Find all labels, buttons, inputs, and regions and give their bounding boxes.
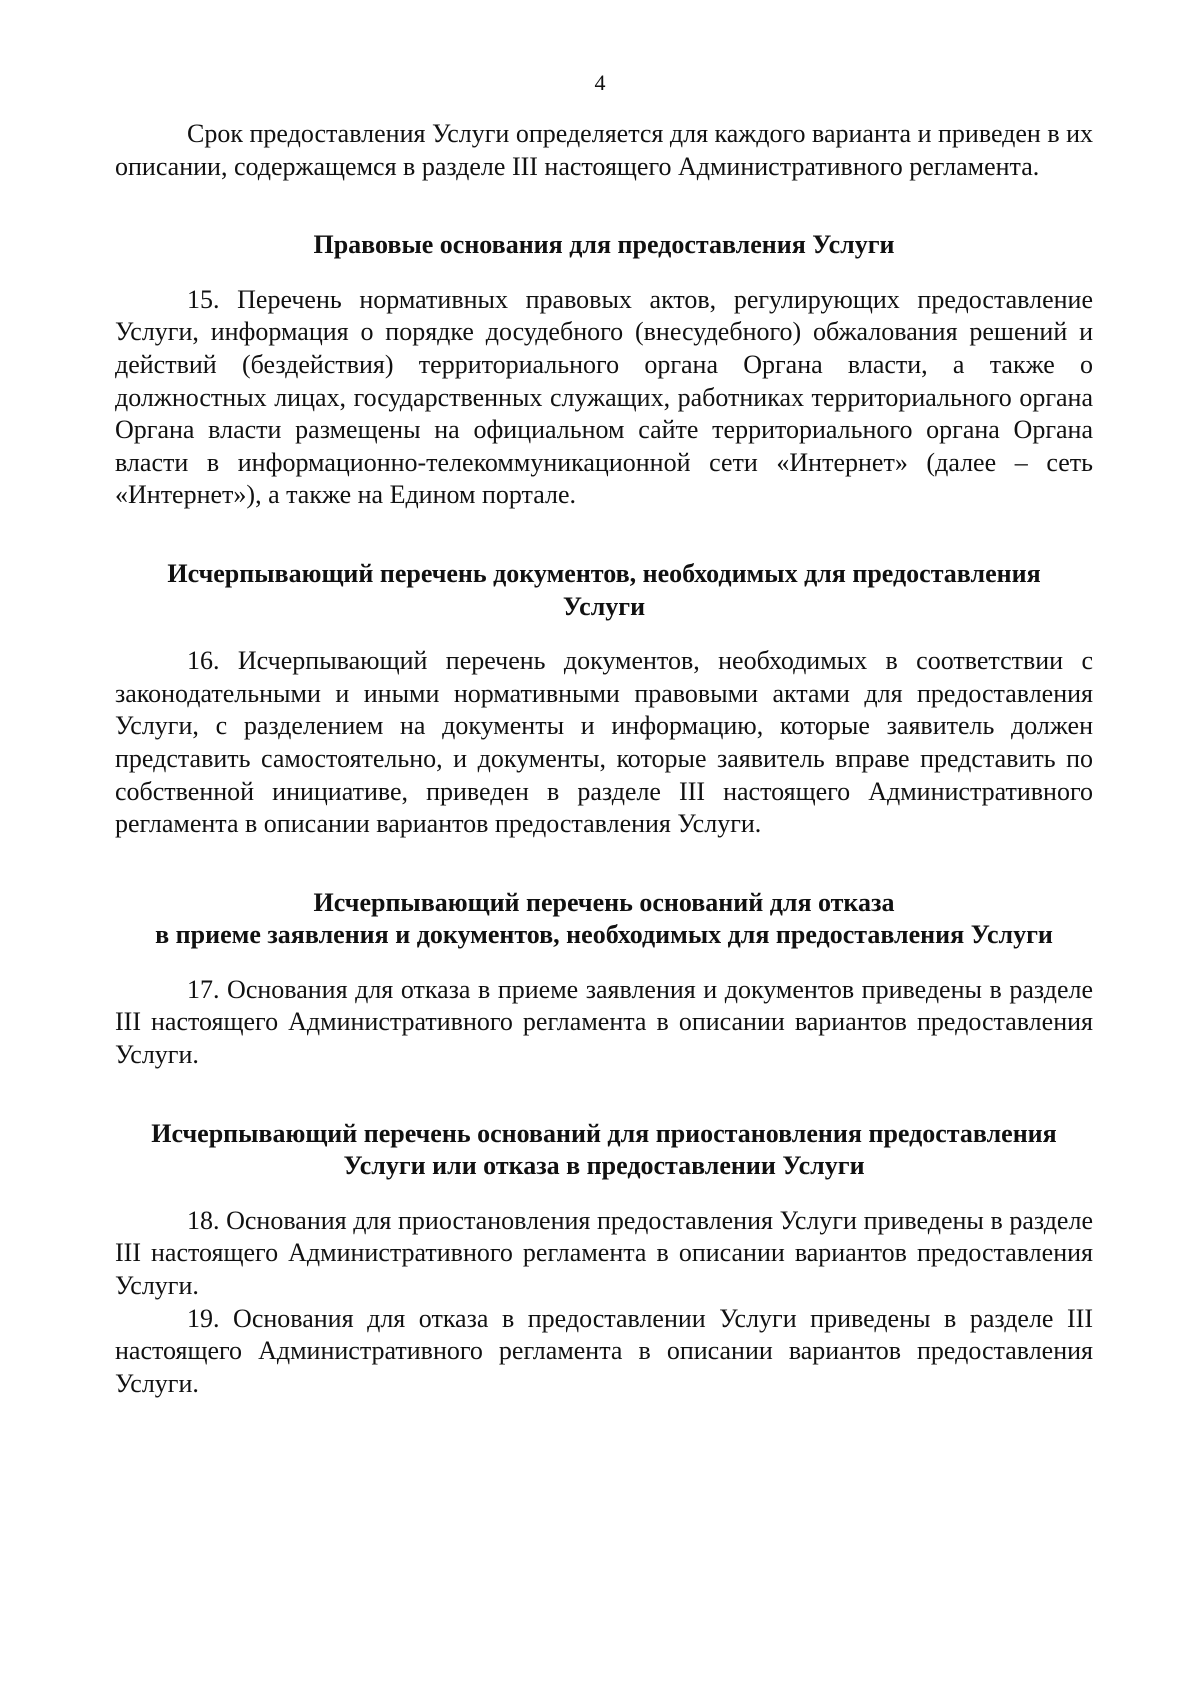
- paragraph-18: 18. Основания для приостановления предоставления Услуги приведены в разделе III настоящего Административного регламента в описании вариантов предоставления Услуги.: [115, 1205, 1093, 1301]
- section-legal-grounds: [115, 229, 1093, 512]
- heading-line: Исчерпывающий перечень документов, необходимых для предоставления: [167, 558, 1041, 588]
- section-heading: [115, 887, 1093, 952]
- heading-line: Исчерпывающий перечень оснований для отказа: [313, 887, 895, 917]
- heading-line: Правовые основания для предоставления Услуги: [313, 230, 895, 260]
- section-refusal-grounds: [115, 887, 1093, 1072]
- section-required-documents: [115, 558, 1093, 841]
- intro-paragraph: Срок предоставления Услуги определяется для каждого варианта и приведен в их описании, содержащемся в разделе III настоящего Административного регламента.: [115, 119, 1094, 181]
- heading-line: Услуги: [562, 591, 646, 621]
- heading-line: Исчерпывающий перечень оснований для приостановления предоставления: [151, 1118, 1057, 1148]
- heading-line: Услуги или отказа в предоставлении Услуги: [343, 1151, 865, 1181]
- page-content: [115, 118, 1093, 1400]
- paragraph-17: 17. Основания для отказа в приеме заявления и документов приведены в разделе III настоящего Административного регламента в описании вариантов предоставления Услуги.: [115, 974, 1093, 1070]
- paragraph-19: 19. Основания для отказа в предоставлении Услуги приведены в разделе III настоящего Административного регламента в описании вариантов предоставления Услуги.: [115, 1303, 1093, 1398]
- section-heading: [115, 1118, 1093, 1183]
- paragraph-16: 16. Исчерпывающий перечень документов, необходимых в соответствии с законодательными и иными нормативными правовыми актами для предоставления Услуги, с разделением на документы и информацию, которые заявитель должен представить самостоятельно, и документы, которые заявитель вправе представить по собственной инициативе, приведен в разделе III настоящего Административного регламента в описании вариантов предоставления Услуги.: [115, 646, 1093, 839]
- page-number: 4: [594, 70, 606, 95]
- paragraph-15: 15. Перечень нормативных правовых актов, регулирующих предоставление Услуги, информация о порядке досудебного (внесудебного) обжалования решений и действий (бездействия) территориального органа Органа власти, а также о должностных лицах, государственных служащих, работниках территориального органа Органа власти размещены на официальном сайте территориального органа Органа власти в информационно-телекоммуникационной сети «Интернет» (далее – сеть «Интернет»), а также на Едином портале.: [115, 284, 1093, 510]
- section-suspension-grounds: [115, 1118, 1093, 1401]
- heading-line: в приеме заявления и документов, необходимых для предоставления Услуги: [155, 920, 1053, 950]
- section-heading: [115, 558, 1093, 623]
- section-heading: [115, 229, 1093, 262]
